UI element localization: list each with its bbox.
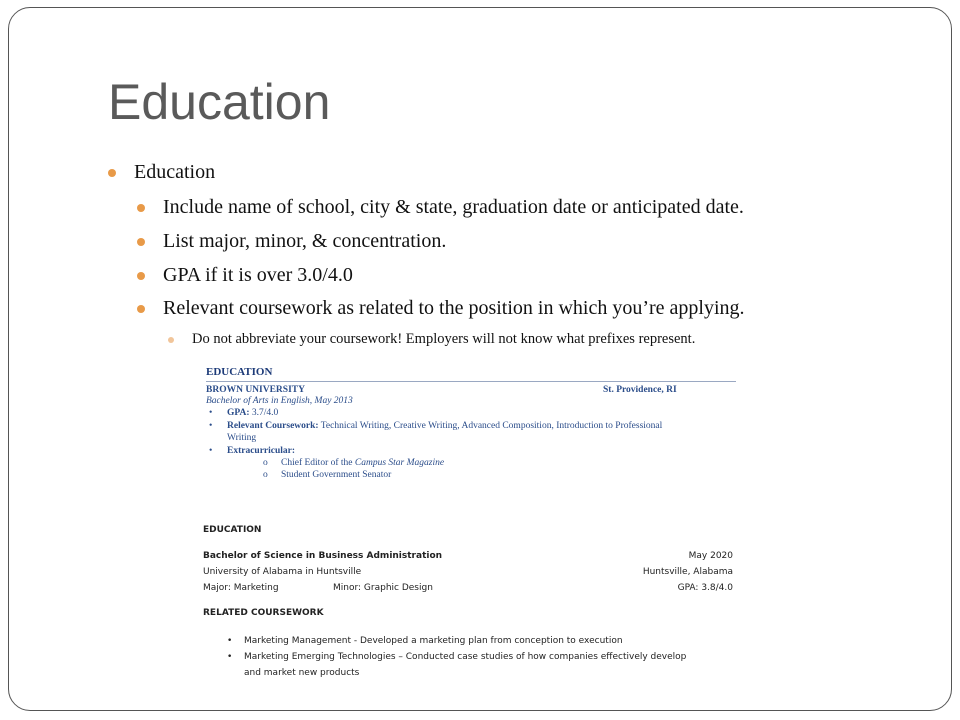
bullet-dot <box>137 204 145 212</box>
bullet-level2 <box>163 196 744 219</box>
list-item-continued: Writing <box>227 433 257 443</box>
resume-sample-brown <box>203 366 738 486</box>
list-item: • Extracurricular: <box>209 446 296 456</box>
bullet-dot <box>137 305 145 313</box>
coursework-item: Marketing Management - Developed a marketing plan from conception to execution <box>244 636 623 646</box>
bullet-dot <box>108 169 116 177</box>
sub-list-item: o Chief Editor of the Campus Star Magazine <box>263 458 445 468</box>
bullet-level2 <box>163 297 745 320</box>
major: Major: Marketing <box>203 583 279 593</box>
divider <box>206 381 736 382</box>
bullet-level1 <box>134 161 215 184</box>
coursework-item: Marketing Emerging Technologies – Conducted case studies of how companies effectively develop <box>244 652 687 662</box>
resume-heading: EDUCATION <box>206 366 273 378</box>
bullet-level3 <box>192 331 695 348</box>
resume-heading: EDUCATION <box>203 525 262 535</box>
degree: Bachelor of Science in Business Administration <box>203 551 443 561</box>
resume-sample-alabama <box>203 522 738 687</box>
bullet-text: GPA if it is over 3.0/4.0 <box>163 264 353 286</box>
bullet-text: Education <box>134 161 216 183</box>
slide-title: Education <box>108 74 331 130</box>
bullet-dot <box>137 272 145 280</box>
coursework-item-continued: and market new products <box>244 668 360 678</box>
bullet-dot <box>137 238 145 246</box>
list-item: • GPA: 3.7/4.0 <box>209 408 279 418</box>
bullet-text: Relevant coursework as related to the position in which you’re applying. <box>163 297 745 319</box>
degree: Bachelor of Arts in English, May 2013 <box>206 396 353 406</box>
sub-list-item: o Student Government Senator <box>263 470 392 480</box>
minor: Minor: Graphic Design <box>333 583 433 593</box>
related-coursework-heading: RELATED COURSEWORK <box>203 608 324 618</box>
bullet-dot: • <box>227 652 233 662</box>
bullet-level2 <box>163 264 353 287</box>
bullet-level2 <box>163 230 446 253</box>
bullet-text: List major, minor, & concentration. <box>163 230 447 252</box>
school-name: BROWN UNIVERSITY <box>206 385 305 395</box>
school-location: Huntsville, Alabama <box>642 567 733 577</box>
bullet-dot <box>168 337 174 343</box>
gpa: GPA: 3.8/4.0 <box>677 583 733 593</box>
list-item: • Relevant Coursework: Technical Writing, Creative Writing, Advanced Composition, Introduction to Professional <box>209 421 663 431</box>
school-name: University of Alabama in Huntsville <box>203 567 362 577</box>
bullet-text: Do not abbreviate your coursework! Employers will not know what prefixes represent. <box>192 331 696 347</box>
graduation-date: May 2020 <box>688 551 733 561</box>
school-city: St. Providence, RI <box>603 385 677 395</box>
bullet-text: Include name of school, city & state, graduation date or anticipated date. <box>163 196 744 218</box>
bullet-dot: • <box>227 636 233 646</box>
